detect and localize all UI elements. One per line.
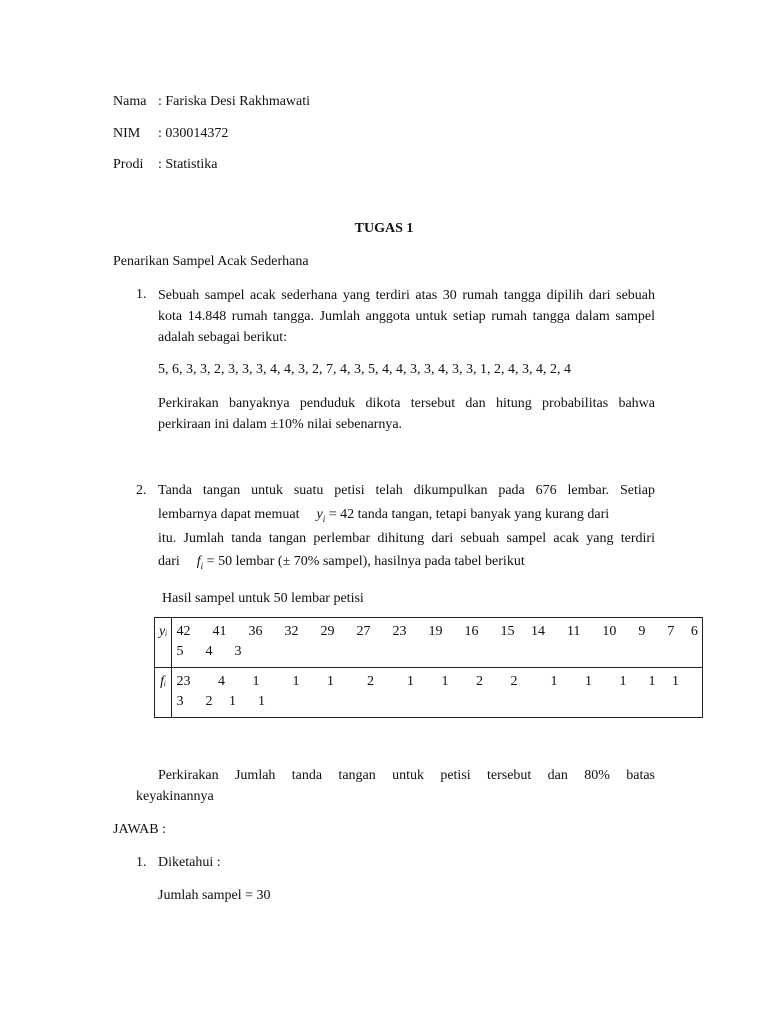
answer-given: Jumlah sampel = 30 [158,888,271,903]
fi-symbol: f [196,554,201,569]
yi-values [172,618,702,668]
q2-line4-rest: = 50 lembar (± 70% sampel), hasilnya pada tabel berikut [206,554,525,569]
prodi-label: Prodi [113,157,144,172]
yi-values-line1: 42 41 36 32 29 27 23 19 16 15 14 11 10 9 7 6 [176,624,698,639]
q2-line2 [158,505,655,526]
petisi-table [154,617,703,718]
table-row-fi [155,668,703,718]
page-title: TUGAS 1 [354,221,414,236]
q1-number: 1. [136,287,147,302]
yi-symbol: y [316,507,323,522]
table-row-yi [155,618,703,668]
answer-item-number: 1. [136,855,147,870]
fi-values-line1: 23 4 1 1 1 2 1 1 2 2 1 1 1 1 1 [176,674,679,689]
section-subtitle: Penarikan Sampel Acak Sederhana [113,254,309,269]
q2-question-line2: keyakinannya [136,789,214,804]
nim-label: NIM [113,126,141,141]
fi-values-line2: 3 2 1 1 [176,694,265,710]
q1-data: 5, 6, 3, 3, 2, 3, 3, 3, 4, 4, 3, 2, 7, 4, 3, 5, 4, 4, 3, 3, 4, 3, 3, 1, 2, 4, 3, 4, 2, 4 [158,362,571,377]
q2-question-line1: Perkirakan Jumlah tanda tangan untuk petisi tersebut dan 80% batas [158,768,655,783]
yi-values-line2: 5 4 3 [176,644,242,660]
yi-header: yᵢ [155,618,172,668]
nama-value: : Fariska Desi Rakhmawati [158,94,311,109]
fi-header: fᵢ [155,668,172,718]
prodi-value: : Statistika [158,157,218,172]
q1-text: Sebuah sampel acak sederhana yang terdiri atas 30 rumah tangga dipilih dari sebuah kota 14.848 rumah tangga. Jumlah anggota untuk setiap rumah tangga dalam sampel adalah sebagai berikut: [158,288,655,345]
q2-line4 [158,552,525,573]
q2-line2-rest: = 42 tanda tangan, tetapi banyak yang kurang dari [328,507,610,522]
q2-line1: Tanda tangan untuk suatu petisi telah dikumpulkan pada 676 lembar. Setiap [158,483,655,498]
answer-heading: JAWAB : [113,822,166,837]
nama-label: Nama [113,94,147,109]
table-caption: Hasil sampel untuk 50 lembar petisi [162,591,364,606]
q2-number: 2. [136,483,147,498]
q1-question: Perkirakan banyaknya penduduk dikota tersebut dan hitung probabilitas bahwa perkiraan ini dalam ±10% nilai sebenarnya. [158,396,655,432]
fi-subscript: i [200,560,204,571]
q2-line4-text: dari [158,554,180,569]
q2-line3: itu. Jumlah tanda tangan perlembar dihitung dari sebuah sampel acak yang terdiri [158,531,655,546]
answer-item-label: Diketahui : [158,855,221,870]
fi-values [172,668,702,718]
yi-subscript: i [322,513,326,524]
nim-value: : 030014372 [158,126,229,141]
q2-line2-text: lembarnya dapat memuat [158,507,300,522]
